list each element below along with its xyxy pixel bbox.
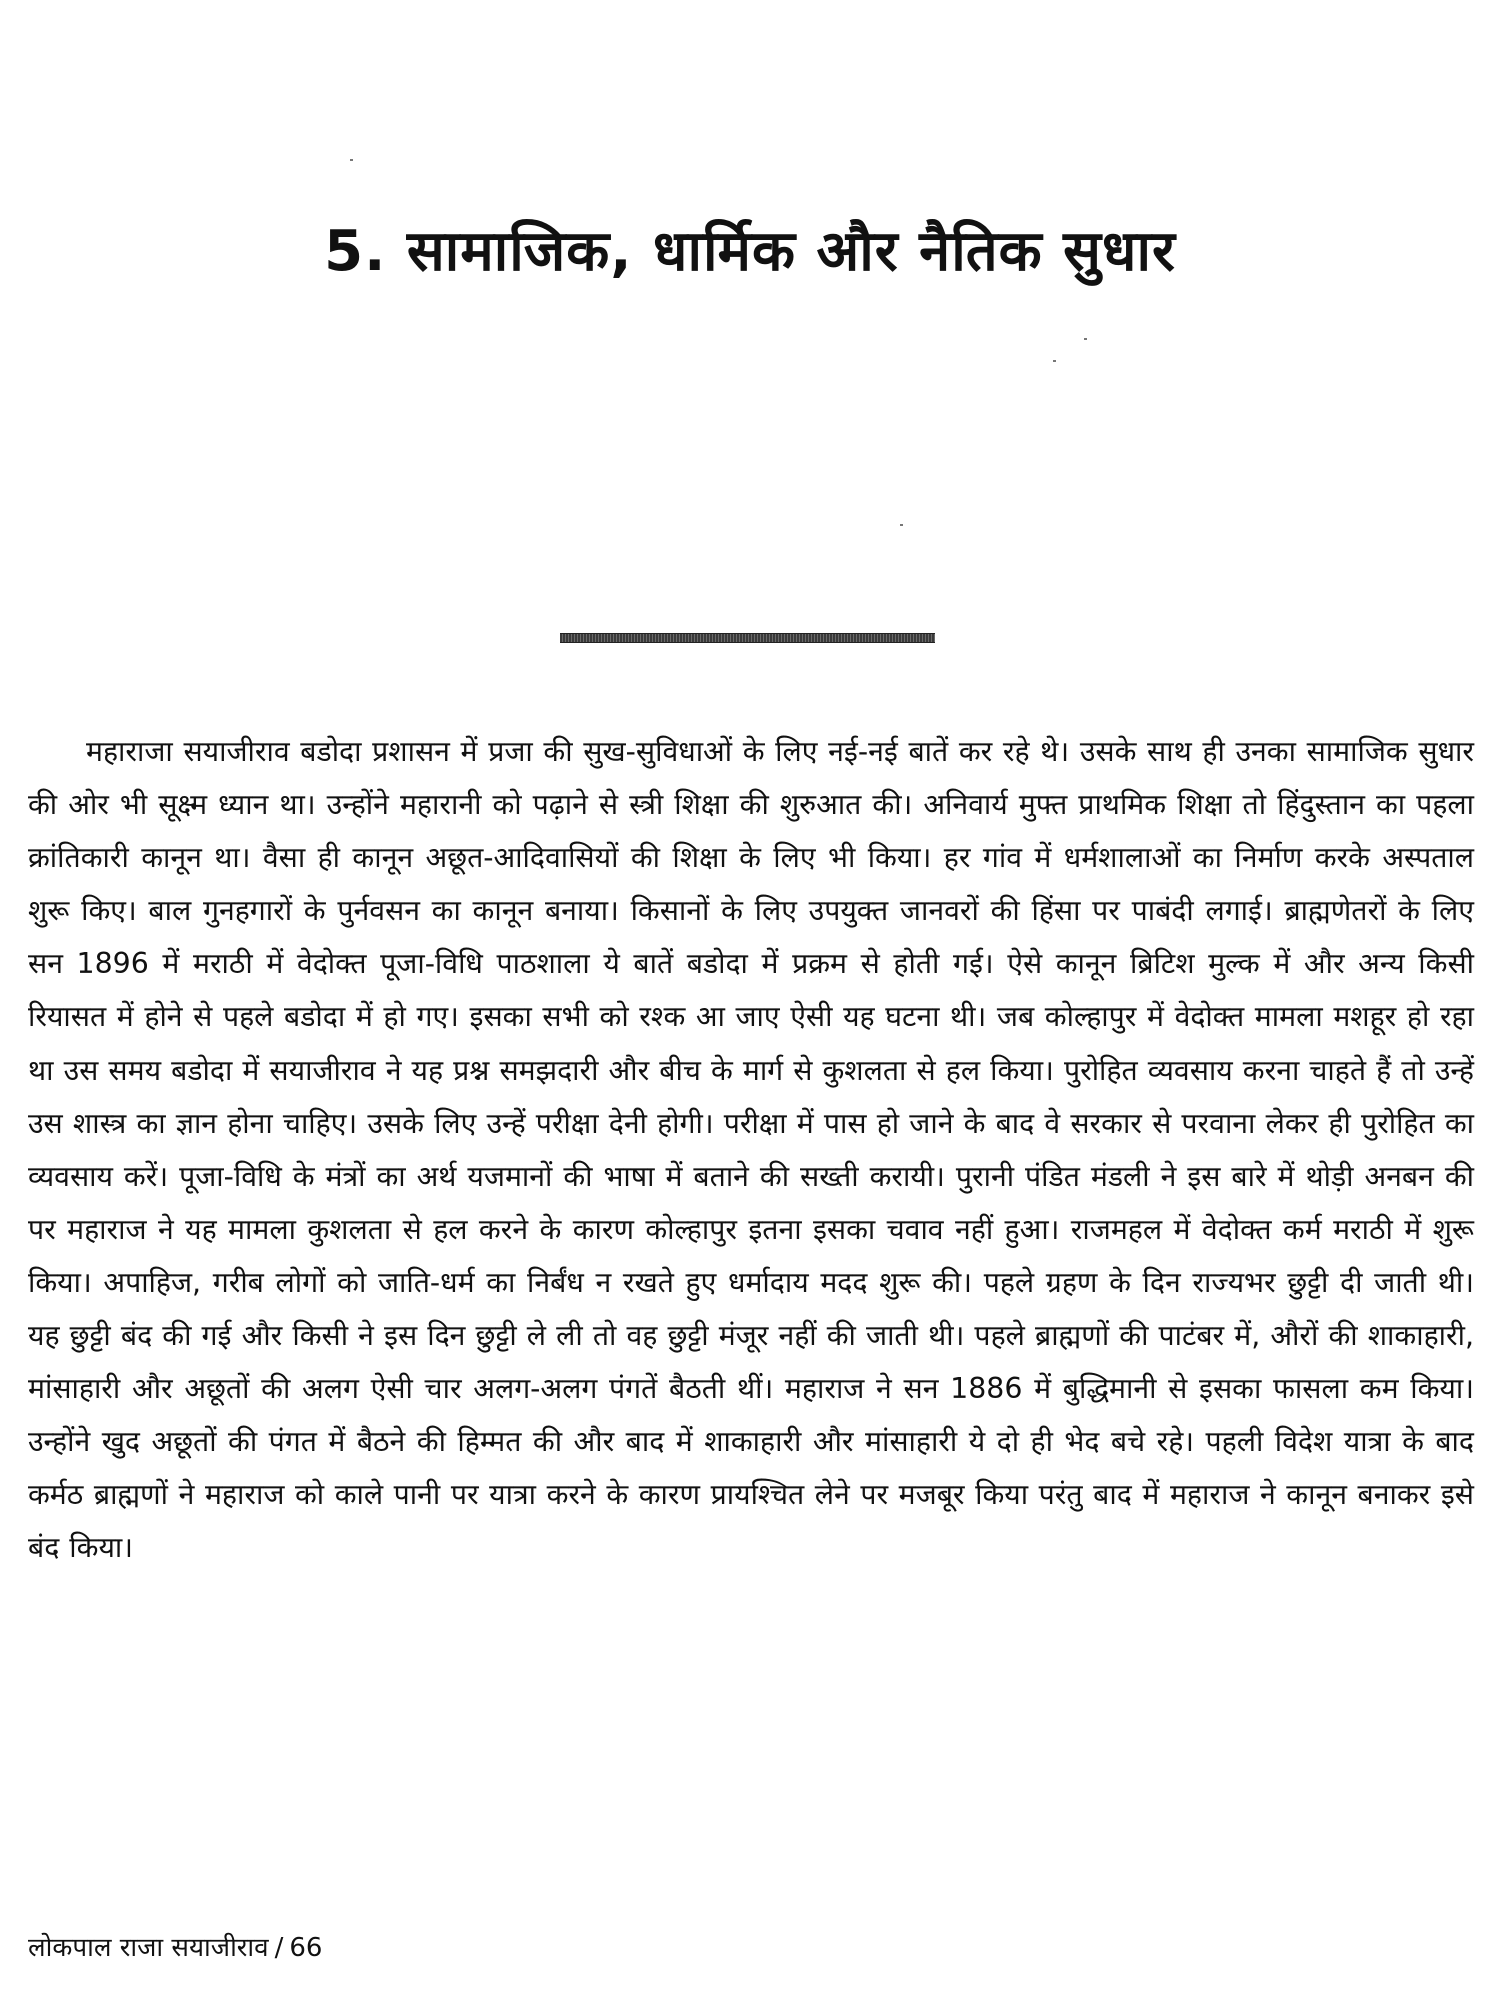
scan-speck: [350, 159, 353, 161]
scan-speck: [1084, 338, 1087, 340]
body-paragraph: महाराजा सयाजीराव बडोदा प्रशासन में प्रजा की सुख-सुविधाओं के लिए नई-नई बातें कर रहे थे। उसके साथ ही उनका सामाजिक सुधार की ओर भी सूक्ष्म ध्यान था। उन्होंने महारानी को पढ़ाने से स्त्री शिक्षा की शुरुआत की। अनिवार्य मुफ्त प्राथमिक शिक्षा तो हिंदुस्तान का पहला क्रांतिकारी कानून था। वैसा ही कानून अछूत-आदिवासियों की शिक्षा के लिए भी किया। हर गांव में धर्मशालाओं का निर्माण करके अस्पताल शुरू किए। बाल गुनहगारों के पुर्नवसन का कानून बनाया। किसानों के लिए उपयुक्त जानवरों की हिंसा पर पाबंदी लगाई। ब्राह्मणेतरों के लिए सन 1896 में मराठी में वेदोक्त पूजा-विधि पाठशाला ये बातें बडोदा में प्रक्रम से होती गई। ऐसे कानून ब्रिटिश मुल्क में और अन्य किसी रियासत में होने से पहले बडोदा में हो गए। इसका सभी को रश्क आ जाए ऐसी यह घटना थी। जब कोल्हापुर में वेदोक्त मामला मशहूर हो रहा था उस समय बडोदा में सयाजीराव ने यह प्रश्न समझदारी और बीच के मार्ग से कुशलता से हल किया। पुरोहित व्यवसाय करना चाहते हैं तो उन्हें उस शास्त्र का ज्ञान होना चाहिए। उसके लिए उन्हें परीक्षा देनी होगी। परीक्षा में पास हो जाने के बाद वे सरकार से परवाना लेकर ही पुरोहित का व्यवसाय करें। पूजा-विधि के मंत्रों का अर्थ यजमानों की भाषा में बताने की सख्ती करायी। पुरानी पंडित मंडली ने इस बारे में थोड़ी अनबन की पर महाराज ने यह मामला कुशलता से हल करने के कारण कोल्हापुर इतना इसका चवाव नहीं हुआ। राजमहल में वेदोक्त कर्म मराठी में शुरू किया। अपाहिज, गरीब लोगों को जाति-धर्म का निर्बंध न रखते हुए धर्मादाय मदद शुरू की। पहले ग्रहण के दिन राज्यभर छुट्टी दी जाती थी। यह छुट्टी बंद की गई और किसी ने इस दिन छुट्टी ले ली तो वह छुट्टी मंजूर नहीं की जाती थी। पहले ब्राह्मणों की पाटंबर में, औरों की शाकाहारी, मांसाहारी और अछूतों की अलग ऐसी चार अलग-अलग पंगतें बैठती थीं। महाराज ने सन 1886 में बुद्धिमानी से इसका फासला कम किया। उन्होंने खुद अछूतों की पंगत में बैठने की हिम्मत की और बाद में शाकाहारी और मांसाहारी ये दो ही भेद बचे रहे। पहली विदेश यात्रा के बाद कर्मठ ब्राह्मणों ने महाराज को काले पानी पर यात्रा करने के कारण प्रायश्चित लेने पर मजबूर किया परंतु बाद में महाराज ने कानून बनाकर इसे बंद किया।: [28, 735, 1474, 1565]
scan-speck: [900, 524, 903, 526]
footer-separator: /: [274, 1933, 284, 1963]
scan-speck: [1053, 360, 1056, 362]
footer-page-number: 66: [289, 1933, 323, 1963]
title-divider-rule: [560, 633, 935, 643]
page-footer: [28, 1930, 322, 1966]
footer-book-title: लोकपाल राजा सयाजीराव: [28, 1933, 269, 1963]
chapter-title: 5. सामाजिक, धार्मिक और नैतिक सुधार: [324, 219, 1176, 284]
